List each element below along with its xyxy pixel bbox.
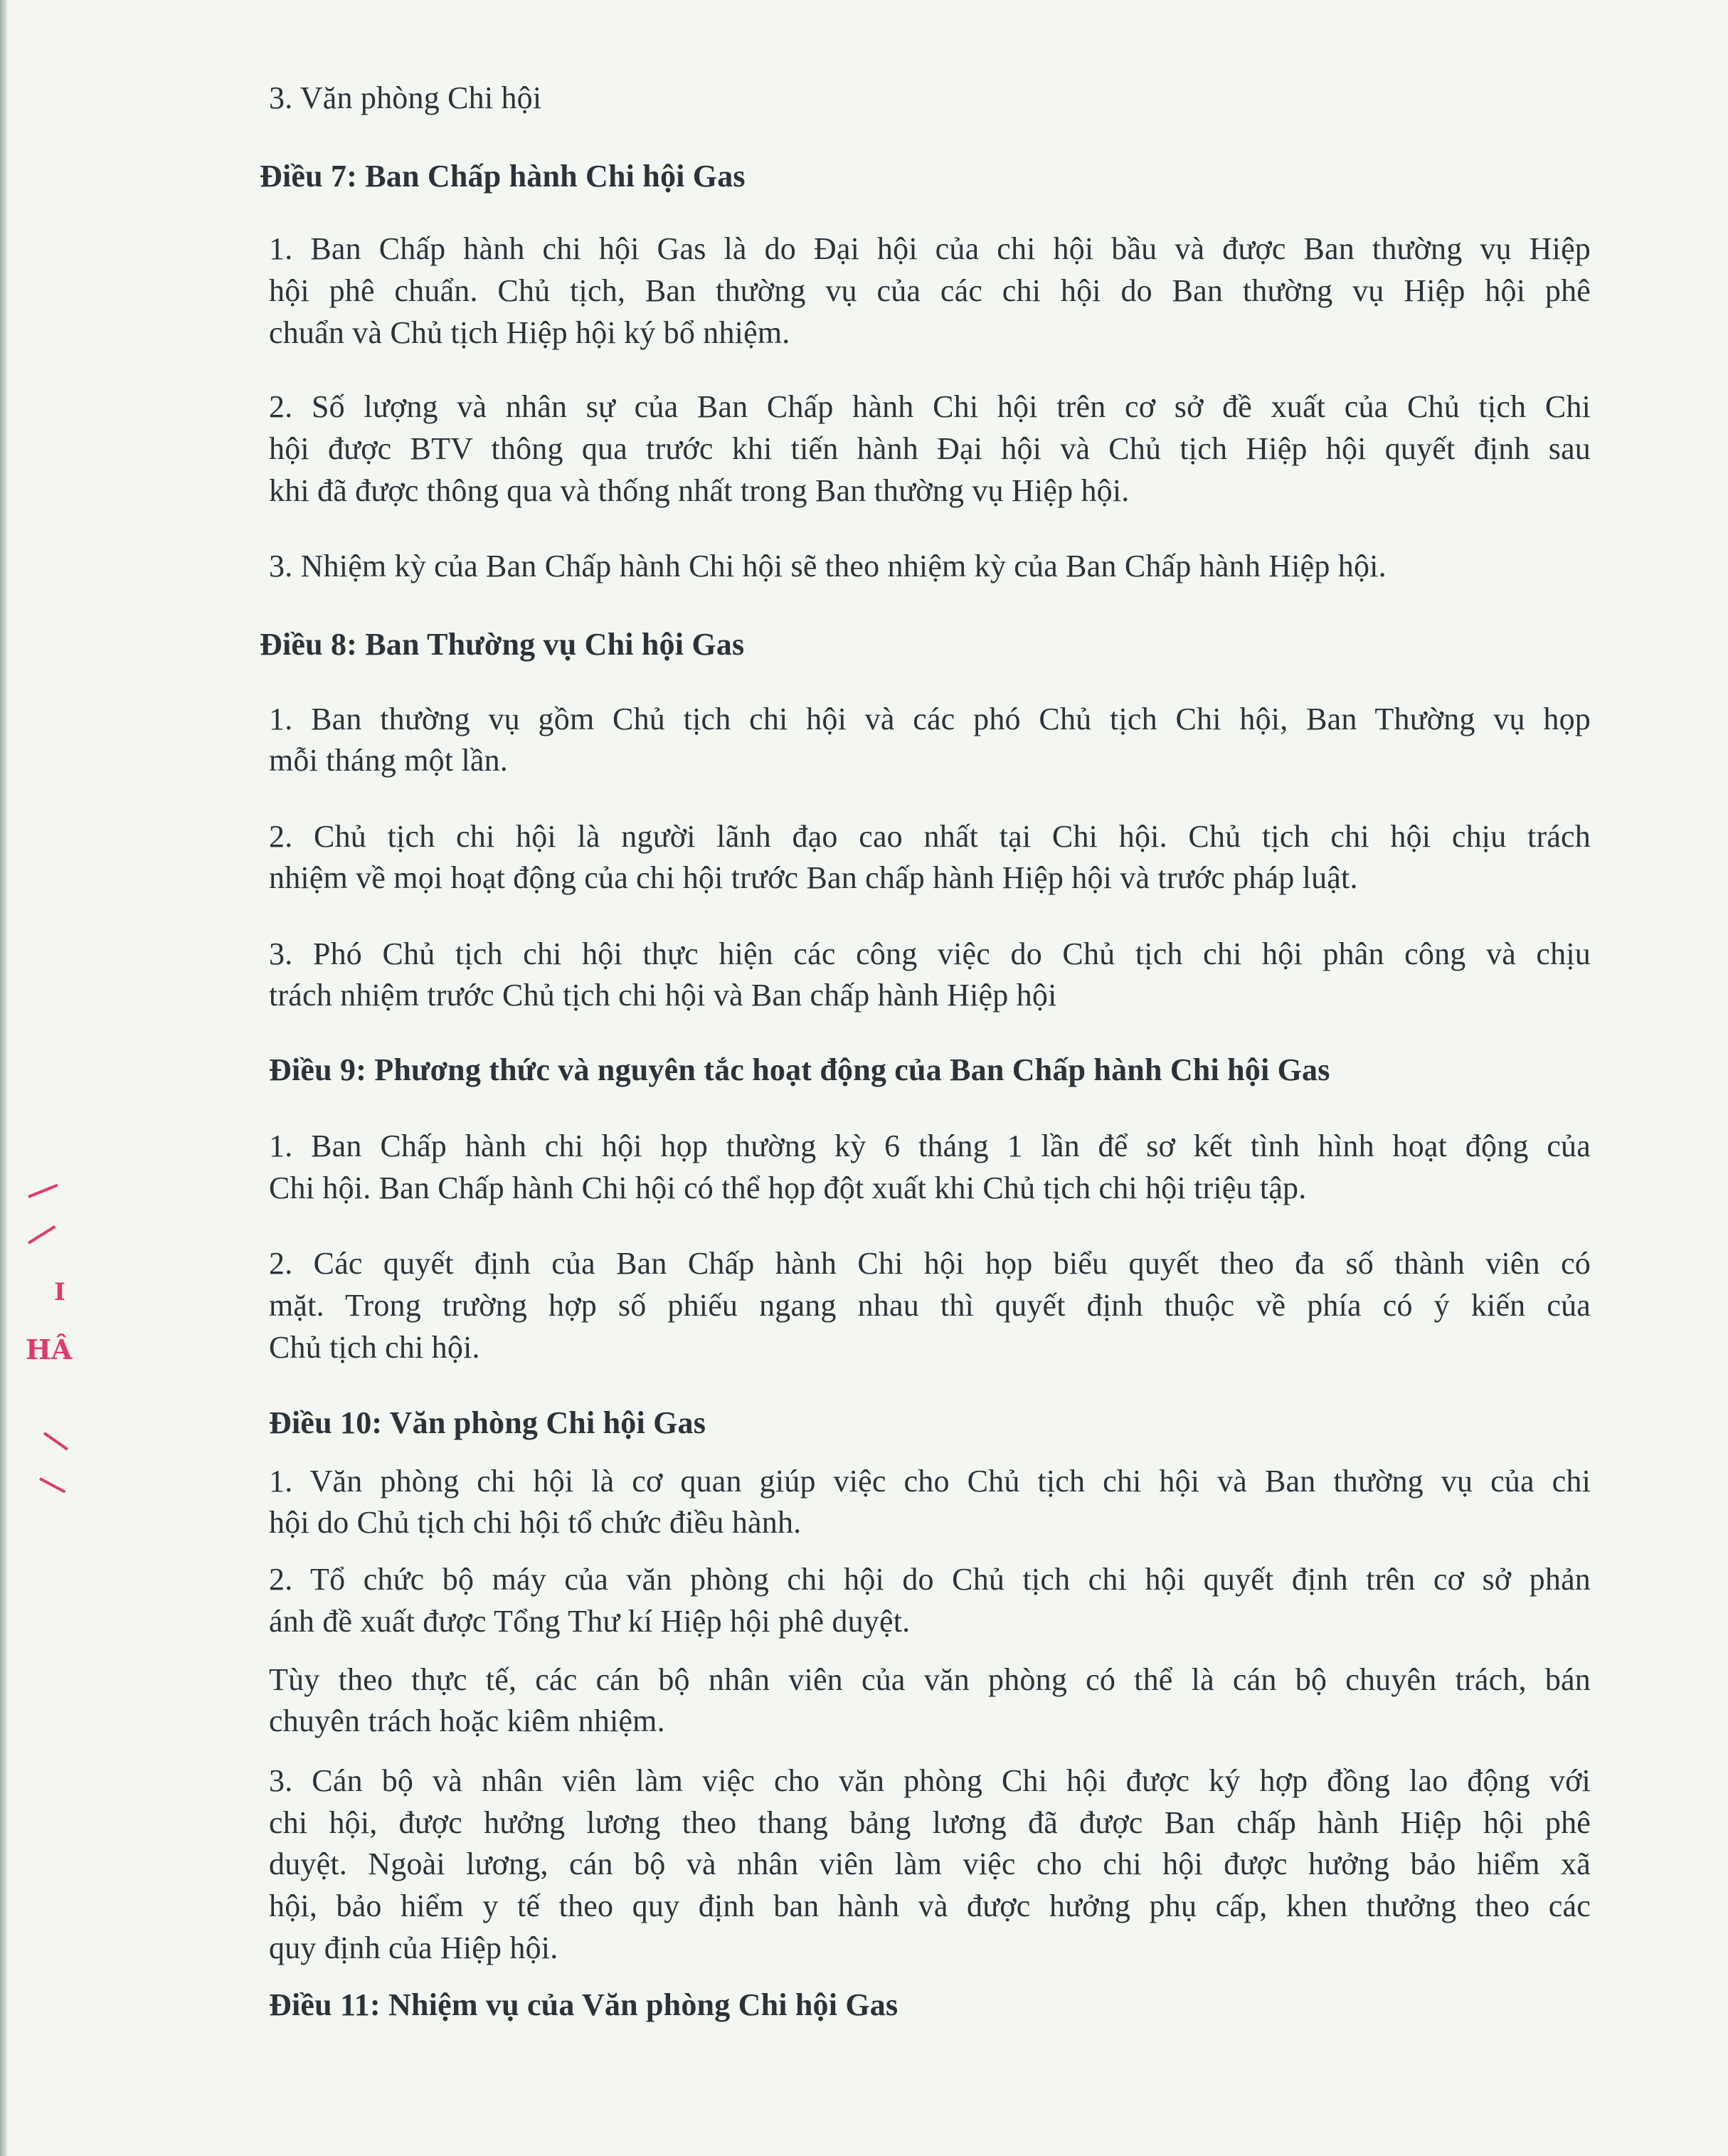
text-line: 1. Văn phòng chi hội là cơ quan giúp việc cho Chủ tịch chi hội và Ban thường vụ của chi (269, 1464, 1591, 1499)
text-line: 1. Ban thường vụ gồm Chủ tịch chi hội và các phó Chủ tịch Chi hội, Ban Thường vụ họp (269, 702, 1591, 736)
text-line: Chủ tịch chi hội. (269, 1330, 480, 1365)
text-line: duyệt. Ngoài lương, cán bộ và nhân viên làm việc cho chi hội được hưởng bảo hiểm xã (269, 1846, 1591, 1881)
text-line: ánh đề xuất được Tổng Thư kí Hiệp hội phê duyệt. (269, 1604, 911, 1639)
text-line: 3. Văn phòng Chi hội (269, 80, 542, 115)
text-line: mỗi tháng một lần. (269, 743, 509, 778)
text-line: 2. Tổ chức bộ máy của văn phòng chi hội do Chủ tịch chi hội quyết định trên cơ sở phản (269, 1562, 1591, 1597)
text-line: chuẩn và Chủ tịch Hiệp hội ký bổ nhiệm. (269, 315, 790, 350)
text-line: 3. Phó Chủ tịch chi hội thực hiện các công việc do Chủ tịch chi hội phân công và chịu (269, 936, 1591, 971)
text-line: chi hội, được hưởng lương theo thang bảng lương đã được Ban chấp hành Hiệp hội phê (269, 1805, 1591, 1840)
text-line: chuyên trách hoặc kiêm nhiệm. (269, 1703, 665, 1738)
text-line: hội được BTV thông qua trước khi tiến hành Đại hội và Chủ tịch Hiệp hội quyết định sau (269, 431, 1591, 466)
text-line: 2. Chủ tịch chi hội là người lãnh đạo cao nhất tại Chi hội. Chủ tịch chi hội chịu trách (269, 819, 1591, 854)
text-line: 3. Nhiệm kỳ của Ban Chấp hành Chi hội sẽ theo nhiệm kỳ của Ban Chấp hành Hiệp hội. (269, 549, 1387, 583)
text-line: hội, bảo hiểm y tế theo quy định ban hành và được hưởng phụ cấp, khen thưởng theo các (269, 1888, 1591, 1923)
heading-dieu-7: Điều 7: Ban Chấp hành Chi hội Gas (260, 159, 746, 194)
heading-dieu-8: Điều 8: Ban Thường vụ Chi hội Gas (260, 627, 745, 662)
text-line: khi đã được thông qua và thống nhất trong Ban thường vụ Hiệp hội. (269, 473, 1130, 508)
text-line: hội do Chủ tịch chi hội tổ chức điều hành. (269, 1505, 802, 1540)
text-line: nhiệm về mọi hoạt động của chi hội trước Ban chấp hành Hiệp hội và trước pháp luật. (269, 860, 1358, 895)
text-line: 2. Các quyết định của Ban Chấp hành Chi hội họp biểu quyết theo đa số thành viên có (269, 1246, 1591, 1281)
text-line: 1. Ban Chấp hành chi hội Gas là do Đại hội của chi hội bầu và được Ban thường vụ Hiệp (269, 231, 1591, 266)
text-line: trách nhiệm trước Chủ tịch chi hội và Ban chấp hành Hiệp hội (269, 978, 1057, 1013)
text-line: 1. Ban Chấp hành chi hội họp thường kỳ 6 tháng 1 lần để sơ kết tình hình hoạt động của (269, 1129, 1591, 1163)
text-line: Chi hội. Ban Chấp hành Chi hội có thể họp đột xuất khi Chủ tịch chi hội triệu tập. (269, 1171, 1307, 1205)
stamp-text: I (54, 1278, 65, 1306)
text-line: hội phê chuẩn. Chủ tịch, Ban thường vụ của các chi hội do Ban thường vụ Hiệp hội phê (269, 273, 1591, 308)
heading-dieu-11: Điều 11: Nhiệm vụ của Văn phòng Chi hội Gas (269, 1987, 899, 2022)
text-line: 2. Số lượng và nhân sự của Ban Chấp hành Chi hội trên cơ sở đề xuất của Chủ tịch Chi (269, 389, 1591, 424)
text-line: 3. Cán bộ và nhân viên làm việc cho văn phòng Chi hội được ký hợp đồng lao động với (269, 1763, 1591, 1798)
text-line: mặt. Trong trường hợp số phiếu ngang nhau thì quyết định thuộc về phía có ý kiến của (269, 1288, 1591, 1323)
stamp-text: HÂ (26, 1333, 73, 1365)
heading-dieu-9: Điều 9: Phương thức và nguyên tắc hoạt động của Ban Chấp hành Chi hội Gas (269, 1052, 1330, 1087)
text-line: quy định của Hiệp hội. (269, 1930, 558, 1965)
heading-dieu-10: Điều 10: Văn phòng Chi hội Gas (269, 1405, 706, 1440)
text-line: Tùy theo thực tế, các cán bộ nhân viên của văn phòng có thể là cán bộ chuyên trách, bán (269, 1662, 1591, 1697)
